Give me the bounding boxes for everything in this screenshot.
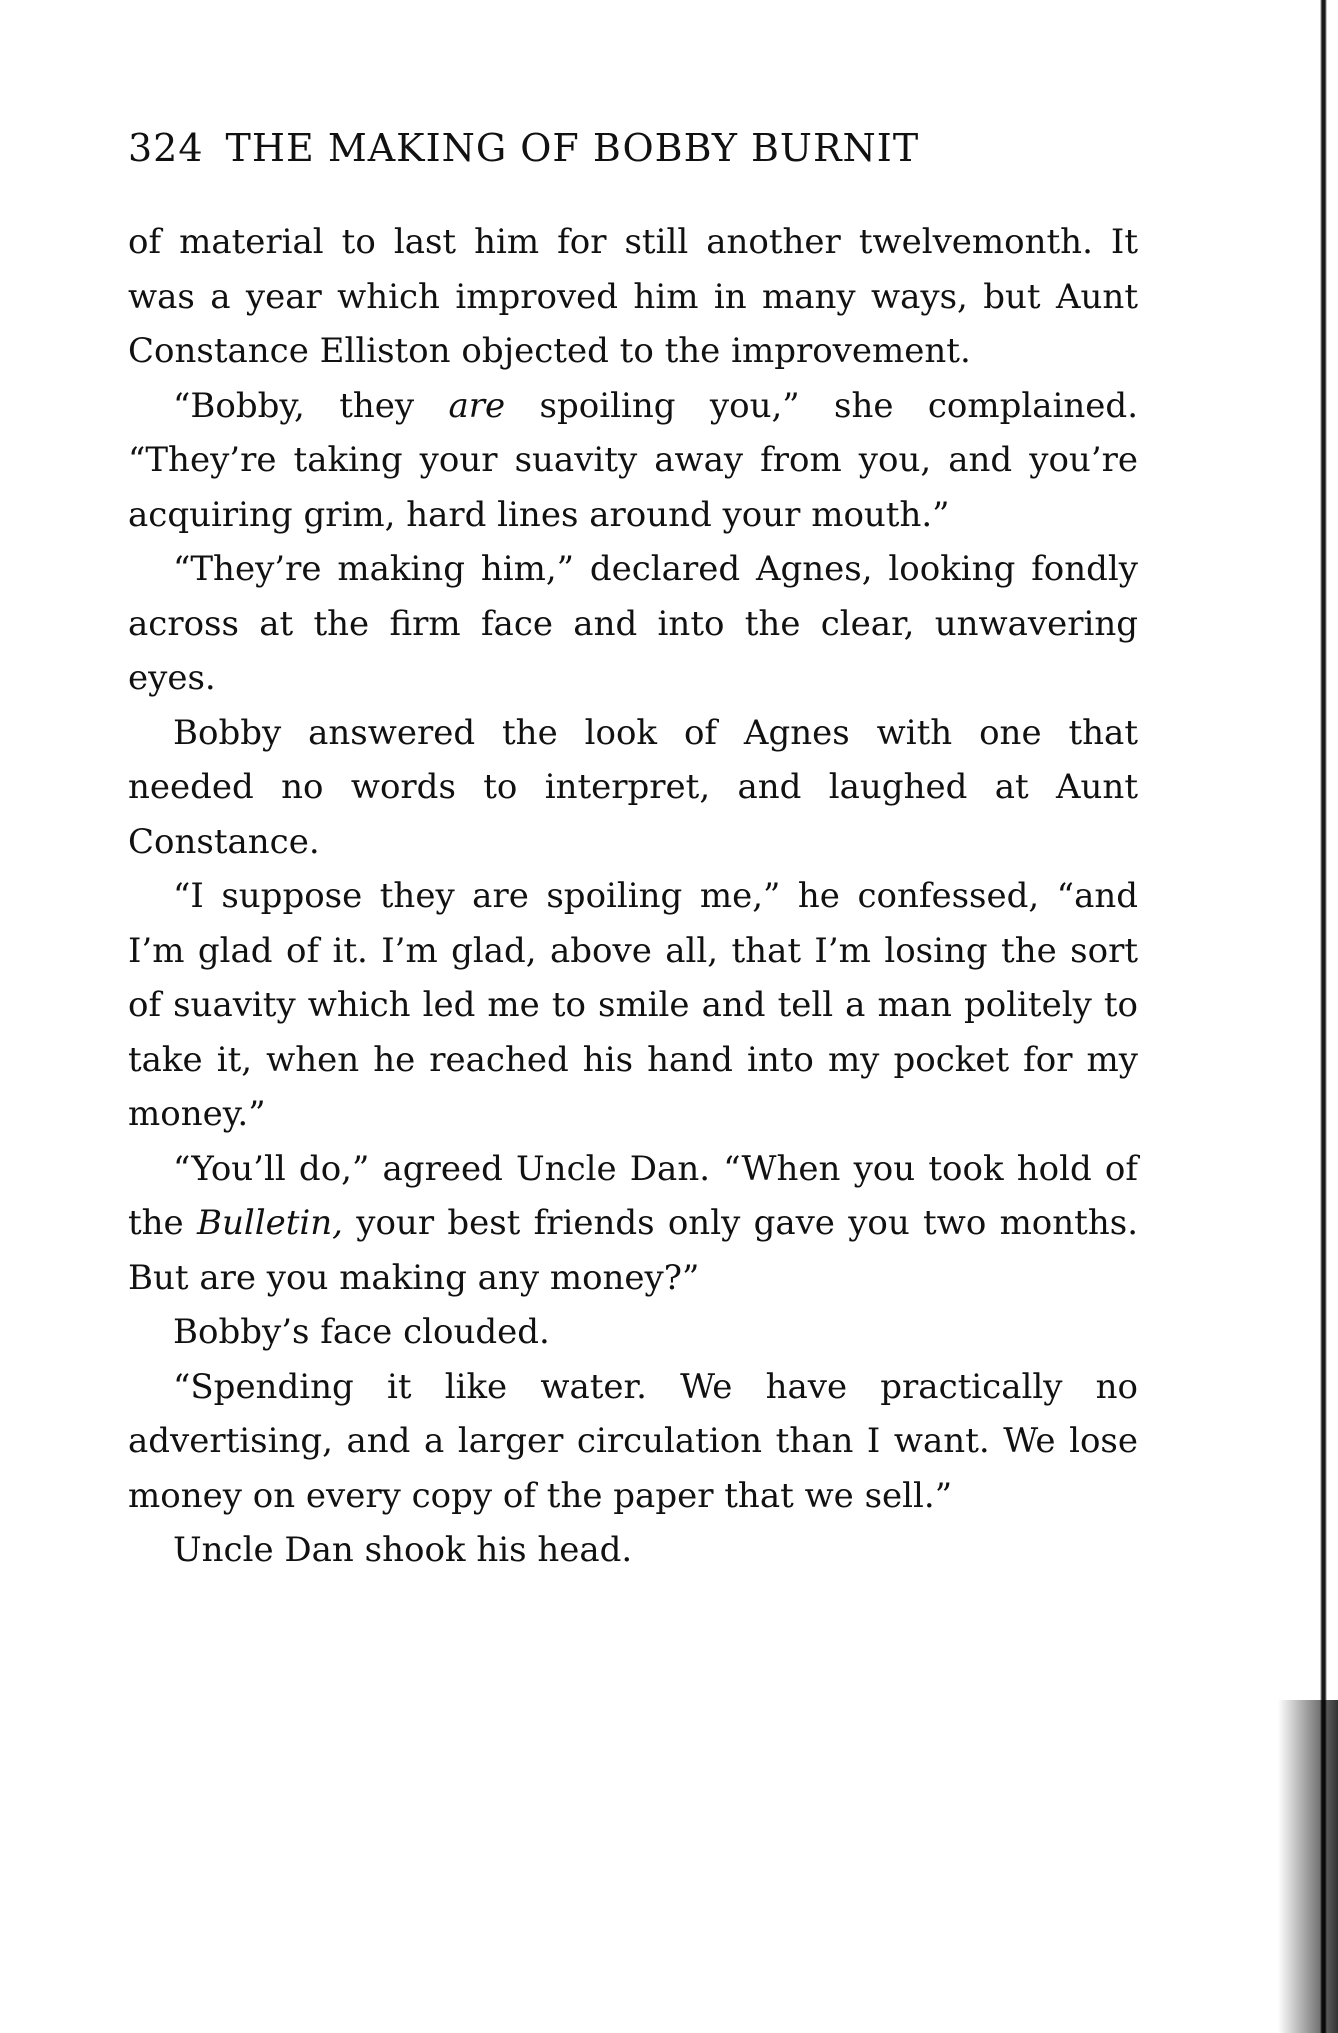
paragraph bbox=[128, 542, 1138, 706]
paragraph bbox=[128, 1360, 1138, 1524]
paragraph bbox=[128, 1523, 1138, 1578]
body-text bbox=[128, 215, 1138, 1578]
italic-word: are bbox=[448, 385, 506, 426]
paragraph-text: of material to last him for still another twelvemonth. It was a year which improved him in many ways, but Aunt Constance Elliston objected to the improvement. bbox=[128, 222, 1138, 371]
paragraph-text: Bobby’s face clouded. bbox=[173, 1312, 550, 1352]
page-edge-shadow bbox=[1278, 1700, 1338, 2033]
paragraph bbox=[128, 706, 1138, 870]
paragraph-text: “I suppose they are spoiling me,” he confessed, “and I’m glad of it. I’m glad, above all, that I’m losing the sort of suavity which led me to smile and tell a man politely to take it, when he reached his hand into my pocket for my money.” bbox=[128, 876, 1138, 1134]
paragraph bbox=[128, 215, 1138, 379]
running-header bbox=[128, 126, 1128, 170]
paragraph bbox=[128, 379, 1138, 543]
paragraph-text: Bobby answered the look of Agnes with one that needed no words to interpret, and laughed at Aunt Constance. bbox=[128, 712, 1138, 862]
paragraph-text: your best friends only gave you two months. But are you making any money?” bbox=[128, 1203, 1138, 1298]
paragraph-text: “Bobby, they bbox=[173, 385, 449, 426]
paragraph bbox=[128, 1305, 1138, 1360]
paragraph bbox=[128, 869, 1138, 1142]
paragraph-text: “Spending it like water. We have practically no advertising, and a larger circulation than I want. We lose money on every copy of the paper that we sell.” bbox=[128, 1366, 1138, 1516]
paragraph-text: Uncle Dan shook his head. bbox=[173, 1530, 633, 1570]
paragraph-text: “You’ll do,” agreed Uncle Dan. “When you took hold of the bbox=[128, 1148, 1138, 1243]
page-number: 324 bbox=[128, 126, 204, 170]
italic-word: Bulletin, bbox=[196, 1203, 343, 1243]
running-title: THE MAKING OF BOBBY BURNIT bbox=[225, 126, 920, 170]
paragraph bbox=[128, 1142, 1138, 1306]
paragraph-text: “They’re making him,” declared Agnes, looking fondly across at the firm face and into the clear, unwavering eyes. bbox=[128, 549, 1138, 698]
paragraph-text: spoiling you,” she complained. “They’re taking your suavity away from you, and you’re acquiring grim, hard lines around your mouth.” bbox=[128, 385, 1138, 535]
